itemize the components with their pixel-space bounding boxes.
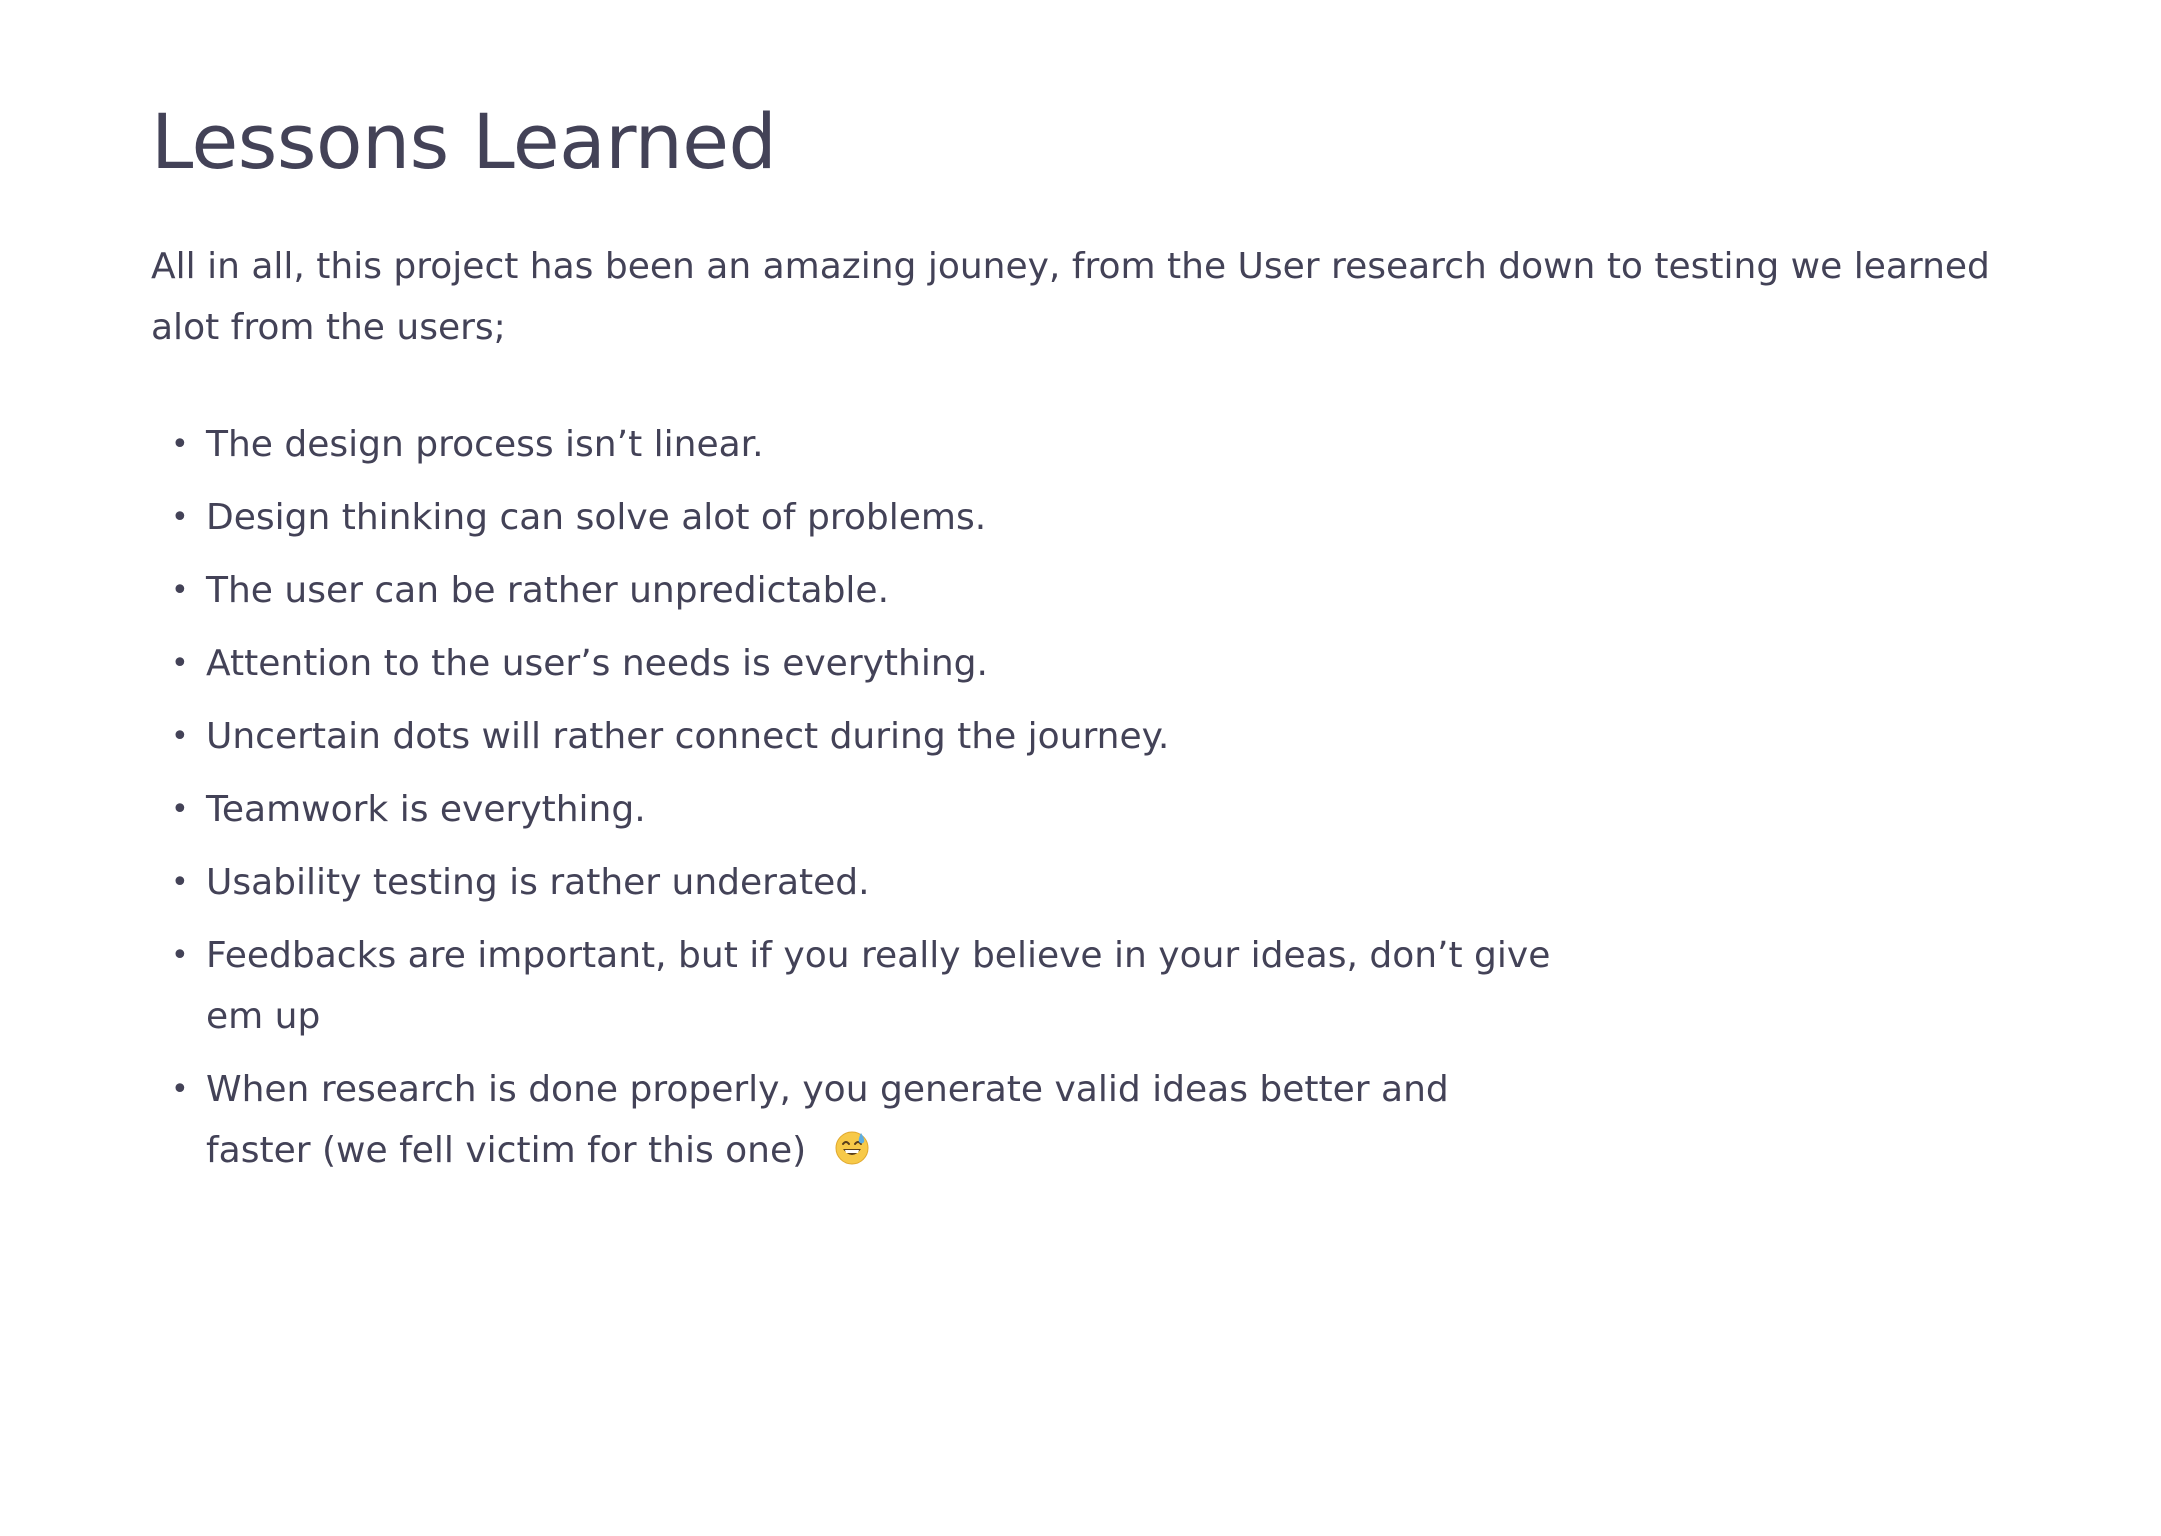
list-item [151,487,1551,548]
list-item [151,1059,1551,1181]
list-item [151,779,1551,840]
bullet-icon: • [171,1072,189,1107]
list-item-text: Design thinking can solve alot of problems. [206,497,987,538]
list-item-text: Teamwork is everything. [206,789,646,830]
bullet-icon: • [171,500,189,535]
list-item [151,414,1551,475]
bullet-icon: • [171,792,189,827]
bullet-icon: • [171,427,189,462]
bullet-icon: • [171,646,189,681]
bullet-icon: • [171,719,189,754]
list-item [151,560,1551,621]
list-item-text: The design process isn’t linear. [206,424,764,465]
list-item [151,852,1551,913]
list-item-text: Feedbacks are important, but if you really believe in your ideas, don’t give em up [206,935,1551,1037]
list-item [151,925,1551,1047]
list-item-text: Usability testing is rather underated. [206,862,870,903]
bullet-icon: • [171,938,189,973]
list-item-text: Uncertain dots will rather connect during the journey. [206,716,1170,757]
grinning-face-with-sweat-icon [834,1130,870,1166]
list-item [151,706,1551,767]
lessons-list [151,414,1551,1193]
bullet-icon: • [171,865,189,900]
list-item-text: When research is done properly, you generate valid ideas better and faster (we fell victim for this one) [206,1069,1449,1171]
list-item-text: The user can be rather unpredictable. [206,570,890,611]
list-item [151,633,1551,694]
bullet-icon: • [171,573,189,608]
intro-paragraph: All in all, this project has been an amazing jouney, from the User research down to testing we learned alot from the users; [151,246,1990,348]
page-title: Lessons Learned [151,97,777,186]
lessons-learned-section [151,92,2031,1171]
list-item-text: Attention to the user’s needs is everything. [206,643,988,684]
